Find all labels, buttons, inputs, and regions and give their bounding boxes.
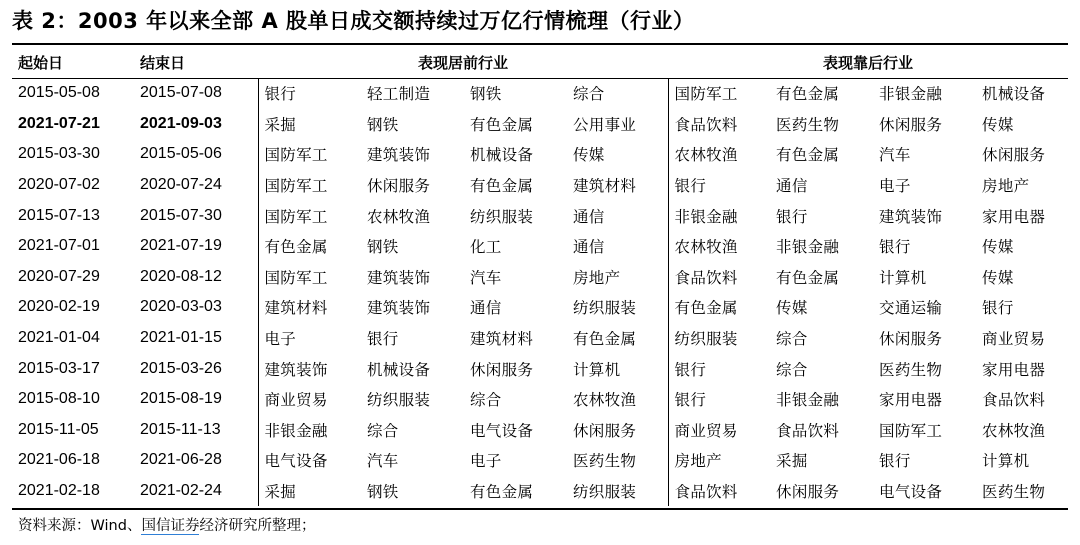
table-row — [12, 78, 1068, 109]
top-industry-cell: 纺织服装 — [367, 391, 431, 410]
table-row — [12, 170, 1068, 201]
bottom-industry-cell: 银行 — [776, 207, 808, 226]
bottom-industry-cell: 传媒 — [982, 115, 1014, 134]
end-date-cell: 2021-01-15 — [140, 329, 222, 347]
bottom-industry-cell: 综合 — [776, 360, 808, 379]
bottom-industry-cell: 汽车 — [879, 146, 911, 165]
top-industry-cell: 休闲服务 — [573, 421, 637, 440]
bottom-industry-cell: 银行 — [982, 299, 1014, 318]
top-industry-cell: 采掘 — [258, 476, 361, 507]
table-row — [12, 353, 1068, 384]
top-industry-cell: 电子 — [470, 452, 502, 471]
table-row — [12, 262, 1068, 293]
top-industry-cell: 有色金属 — [258, 231, 361, 262]
top-industry-cell: 国防军工 — [258, 170, 361, 201]
top-industry-cell: 农林牧渔 — [367, 207, 431, 226]
top-industry-cell: 通信 — [573, 207, 605, 226]
top-industry-cell: 银行 — [258, 78, 361, 109]
top-industry-cell: 农林牧渔 — [573, 391, 637, 410]
top-industry-cell: 非银金融 — [258, 415, 361, 446]
header-start: 起始日 — [18, 54, 64, 72]
top-industry-cell: 纺织服装 — [470, 207, 534, 226]
bottom-industry-cell: 计算机 — [879, 268, 927, 287]
end-date-cell: 2021-02-24 — [140, 482, 222, 500]
end-date-cell: 2015-08-19 — [140, 390, 222, 408]
bottom-industry-cell: 农林牧渔 — [668, 231, 770, 262]
top-industry-cell: 国防军工 — [258, 200, 361, 231]
bottom-industry-cell: 农林牧渔 — [668, 139, 770, 170]
bottom-industry-cell: 食品饮料 — [668, 109, 770, 140]
end-date-cell: 2020-03-03 — [140, 298, 222, 316]
table-row — [12, 139, 1068, 170]
top-industry-cell: 钢铁 — [367, 483, 399, 502]
top-industry-cell: 国防军工 — [258, 262, 361, 293]
end-date-cell: 2015-07-08 — [140, 84, 222, 102]
bottom-industry-cell: 国防军工 — [879, 421, 943, 440]
bottom-industry-cell: 建筑装饰 — [879, 207, 943, 226]
bottom-industry-cell: 通信 — [776, 177, 808, 196]
top-industry-cell: 电气设备 — [258, 445, 361, 476]
top-industry-cell: 钢铁 — [470, 85, 502, 104]
bottom-industry-cell: 房地产 — [668, 445, 770, 476]
end-date-cell: 2021-07-19 — [140, 237, 222, 255]
start-date-cell: 2020-07-29 — [18, 267, 100, 285]
top-industry-cell: 通信 — [470, 299, 502, 318]
table-row — [12, 415, 1068, 446]
table-row — [12, 323, 1068, 354]
start-date-cell: 2015-07-13 — [18, 206, 100, 224]
start-date-cell: 2021-07-01 — [18, 237, 100, 255]
end-date-cell: 2015-05-06 — [140, 145, 222, 163]
top-industry-cell: 建筑材料 — [258, 292, 361, 323]
start-date-cell: 2015-05-08 — [18, 84, 100, 102]
top-industry-cell: 建筑装饰 — [258, 353, 361, 384]
top-industry-cell: 建筑材料 — [470, 330, 534, 349]
top-industry-cell: 银行 — [367, 330, 399, 349]
bottom-industry-cell: 传媒 — [776, 299, 808, 318]
table-row — [12, 384, 1068, 415]
top-industry-cell: 建筑装饰 — [367, 268, 431, 287]
top-industry-cell: 有色金属 — [573, 330, 637, 349]
bottom-industry-cell: 机械设备 — [982, 85, 1046, 104]
bottom-industry-cell: 纺织服装 — [668, 323, 770, 354]
start-date-cell: 2021-01-04 — [18, 329, 100, 347]
table-row — [12, 292, 1068, 323]
bottom-industry-cell: 房地产 — [982, 177, 1030, 196]
top-industry-cell: 建筑装饰 — [367, 299, 431, 318]
bottom-industry-cell: 医药生物 — [879, 360, 943, 379]
start-date-cell: 2020-02-19 — [18, 298, 100, 316]
bottom-industry-cell: 家用电器 — [982, 207, 1046, 226]
top-industry-cell: 有色金属 — [470, 115, 534, 134]
bottom-industry-cell: 非银金融 — [668, 200, 770, 231]
header-rule — [12, 78, 1068, 79]
start-date-cell: 2021-06-18 — [18, 451, 100, 469]
table-row — [12, 476, 1068, 507]
start-date-cell: 2015-11-05 — [18, 420, 99, 438]
bottom-industry-cell: 食品饮料 — [668, 476, 770, 507]
start-date-cell: 2015-03-17 — [18, 359, 100, 377]
bottom-industry-cell: 计算机 — [982, 452, 1030, 471]
top-industry-cell: 汽车 — [367, 452, 399, 471]
bottom-industry-cell: 电气设备 — [879, 483, 943, 502]
source-note — [18, 514, 315, 538]
bottom-industry-cell: 有色金属 — [668, 292, 770, 323]
end-date-cell: 2021-09-03 — [140, 114, 222, 132]
start-date-cell: 2020-07-02 — [18, 176, 100, 194]
bottom-industry-cell: 银行 — [668, 353, 770, 384]
top-rule — [12, 43, 1068, 45]
bottom-industry-cell: 非银金融 — [776, 238, 840, 257]
bottom-industry-cell: 银行 — [668, 170, 770, 201]
top-industry-cell: 采掘 — [258, 109, 361, 140]
top-industry-cell: 机械设备 — [367, 360, 431, 379]
top-industry-cell: 休闲服务 — [367, 177, 431, 196]
bottom-industry-cell: 银行 — [879, 238, 911, 257]
bottom-industry-cell: 采掘 — [776, 452, 808, 471]
bottom-industry-cell: 非银金融 — [776, 391, 840, 410]
table-title: 表 2：2003 年以来全部 A 股单日成交额持续过万亿行情梳理（行业） — [12, 9, 695, 33]
bottom-industry-cell: 国防军工 — [668, 78, 770, 109]
bottom-industry-cell: 银行 — [879, 452, 911, 471]
top-industry-cell: 综合 — [470, 391, 502, 410]
top-industry-cell: 房地产 — [573, 268, 621, 287]
top-industry-cell: 建筑装饰 — [367, 146, 431, 165]
bottom-industry-cell: 休闲服务 — [776, 483, 840, 502]
table-row — [12, 200, 1068, 231]
bottom-industry-cell: 有色金属 — [776, 85, 840, 104]
top-industry-cell: 综合 — [573, 85, 605, 104]
bottom-industry-cell: 商业贸易 — [982, 330, 1046, 349]
top-industry-cell: 钢铁 — [367, 238, 399, 257]
end-date-cell: 2015-03-26 — [140, 359, 222, 377]
end-date-cell: 2020-07-24 — [140, 176, 222, 194]
bottom-industry-cell: 医药生物 — [982, 483, 1046, 502]
end-date-cell: 2015-07-30 — [140, 206, 222, 224]
top-industry-cell: 化工 — [470, 238, 502, 257]
bottom-industry-cell: 休闲服务 — [879, 115, 943, 134]
bottom-industry-cell: 传媒 — [982, 238, 1014, 257]
start-date-cell: 2021-02-18 — [18, 482, 100, 500]
bottom-industry-cell: 综合 — [776, 330, 808, 349]
bottom-industry-cell: 农林牧渔 — [982, 421, 1046, 440]
bottom-industry-cell: 电子 — [879, 177, 911, 196]
table-row — [12, 109, 1068, 140]
bottom-industry-cell: 非银金融 — [879, 85, 943, 104]
header-bottom-industries: 表现靠后行业 — [823, 54, 914, 72]
top-industry-cell: 计算机 — [573, 360, 621, 379]
source-prefix: 资料来源：Wind、 — [18, 518, 142, 534]
start-date-cell: 2021-07-21 — [18, 114, 100, 132]
source-link[interactable]: 国信证券 — [141, 518, 200, 534]
bottom-industry-cell: 医药生物 — [776, 115, 840, 134]
bottom-industry-cell: 商业贸易 — [668, 415, 770, 446]
top-industry-cell: 公用事业 — [573, 115, 637, 134]
bottom-industry-cell: 食品饮料 — [776, 421, 840, 440]
end-date-cell: 2015-11-13 — [140, 420, 221, 438]
bottom-industry-cell: 有色金属 — [776, 146, 840, 165]
start-date-cell: 2015-08-10 — [18, 390, 100, 408]
top-industry-cell: 有色金属 — [470, 177, 534, 196]
industry-table — [12, 47, 1068, 506]
bottom-industry-cell: 家用电器 — [982, 360, 1046, 379]
bottom-industry-cell: 食品饮料 — [668, 262, 770, 293]
bottom-industry-cell: 有色金属 — [776, 268, 840, 287]
end-date-cell: 2020-08-12 — [140, 267, 222, 285]
top-industry-cell: 机械设备 — [470, 146, 534, 165]
bottom-industry-cell: 交通运输 — [879, 299, 943, 318]
top-industry-cell: 汽车 — [470, 268, 502, 287]
top-industry-cell: 有色金属 — [470, 483, 534, 502]
source-suffix: 经济研究所整理； — [199, 518, 316, 534]
top-industry-cell: 钢铁 — [367, 115, 399, 134]
bottom-industry-cell: 休闲服务 — [879, 330, 943, 349]
header-row — [12, 47, 1068, 78]
top-industry-cell: 休闲服务 — [470, 360, 534, 379]
top-industry-cell: 纺织服装 — [573, 483, 637, 502]
header-end: 结束日 — [140, 54, 186, 72]
bottom-industry-cell: 家用电器 — [879, 391, 943, 410]
table-row — [12, 231, 1068, 262]
top-industry-cell: 传媒 — [573, 146, 605, 165]
top-industry-cell: 医药生物 — [573, 452, 637, 471]
bottom-industry-cell: 休闲服务 — [982, 146, 1046, 165]
top-industry-cell: 国防军工 — [258, 139, 361, 170]
table-row — [12, 445, 1068, 476]
top-industry-cell: 商业贸易 — [258, 384, 361, 415]
top-industry-cell: 建筑材料 — [573, 177, 637, 196]
top-industry-cell: 纺织服装 — [573, 299, 637, 318]
top-industry-cell: 通信 — [573, 238, 605, 257]
top-industry-cell: 轻工制造 — [367, 85, 431, 104]
bottom-rule — [12, 508, 1068, 510]
top-industry-cell: 电气设备 — [470, 421, 534, 440]
top-industry-cell: 电子 — [258, 323, 361, 354]
bottom-industry-cell: 食品饮料 — [982, 391, 1046, 410]
header-top-industries: 表现居前行业 — [418, 54, 509, 72]
top-industry-cell: 综合 — [367, 421, 399, 440]
bottom-industry-cell: 传媒 — [982, 268, 1014, 287]
bottom-industry-cell: 银行 — [668, 384, 770, 415]
start-date-cell: 2015-03-30 — [18, 145, 100, 163]
end-date-cell: 2021-06-28 — [140, 451, 222, 469]
